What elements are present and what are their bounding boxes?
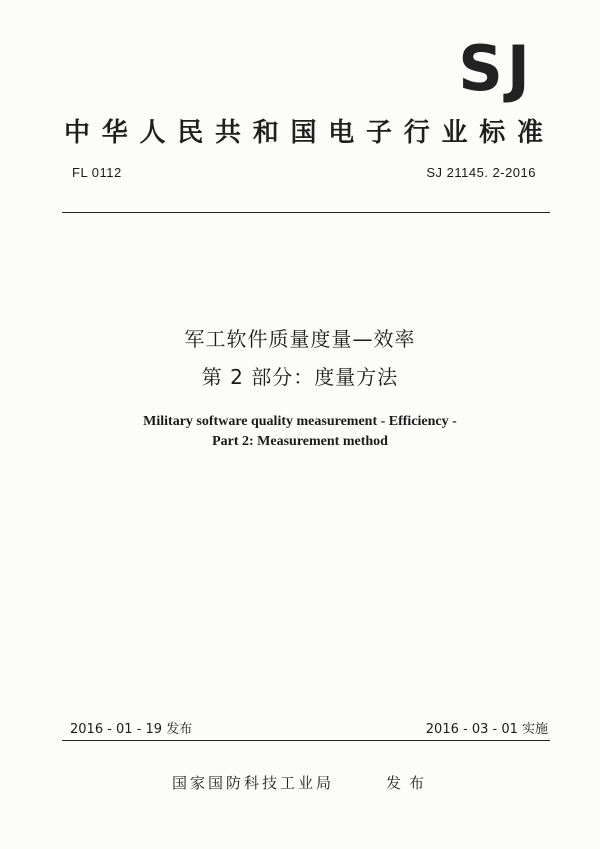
issue-date: 2016 - 01 - 19 发布 — [70, 722, 193, 737]
standard-number: SJ 21145. 2-2016 — [426, 165, 536, 180]
chinese-title-line-1: 军工软件质量度量—效率 — [184, 327, 416, 351]
implementation-date: 2016 - 03 - 01 实施 — [425, 722, 548, 737]
sj-logo: SJ — [458, 32, 534, 105]
english-title-line-1: Military software quality measurement - Efficiency - — [143, 414, 457, 429]
header-divider — [62, 212, 550, 213]
publisher-name: 国家国防科技工业局 — [172, 774, 335, 792]
chinese-title-line-2: 第 2 部分：度量方法 — [201, 365, 399, 389]
classification-code: FL 0112 — [72, 165, 122, 180]
publish-label: 发布 — [386, 774, 433, 792]
footer-divider — [62, 740, 550, 741]
english-title-line-2: Part 2: Measurement method — [212, 434, 388, 449]
standard-type-title: 中华人民共和国电子行业标准 — [64, 118, 548, 148]
